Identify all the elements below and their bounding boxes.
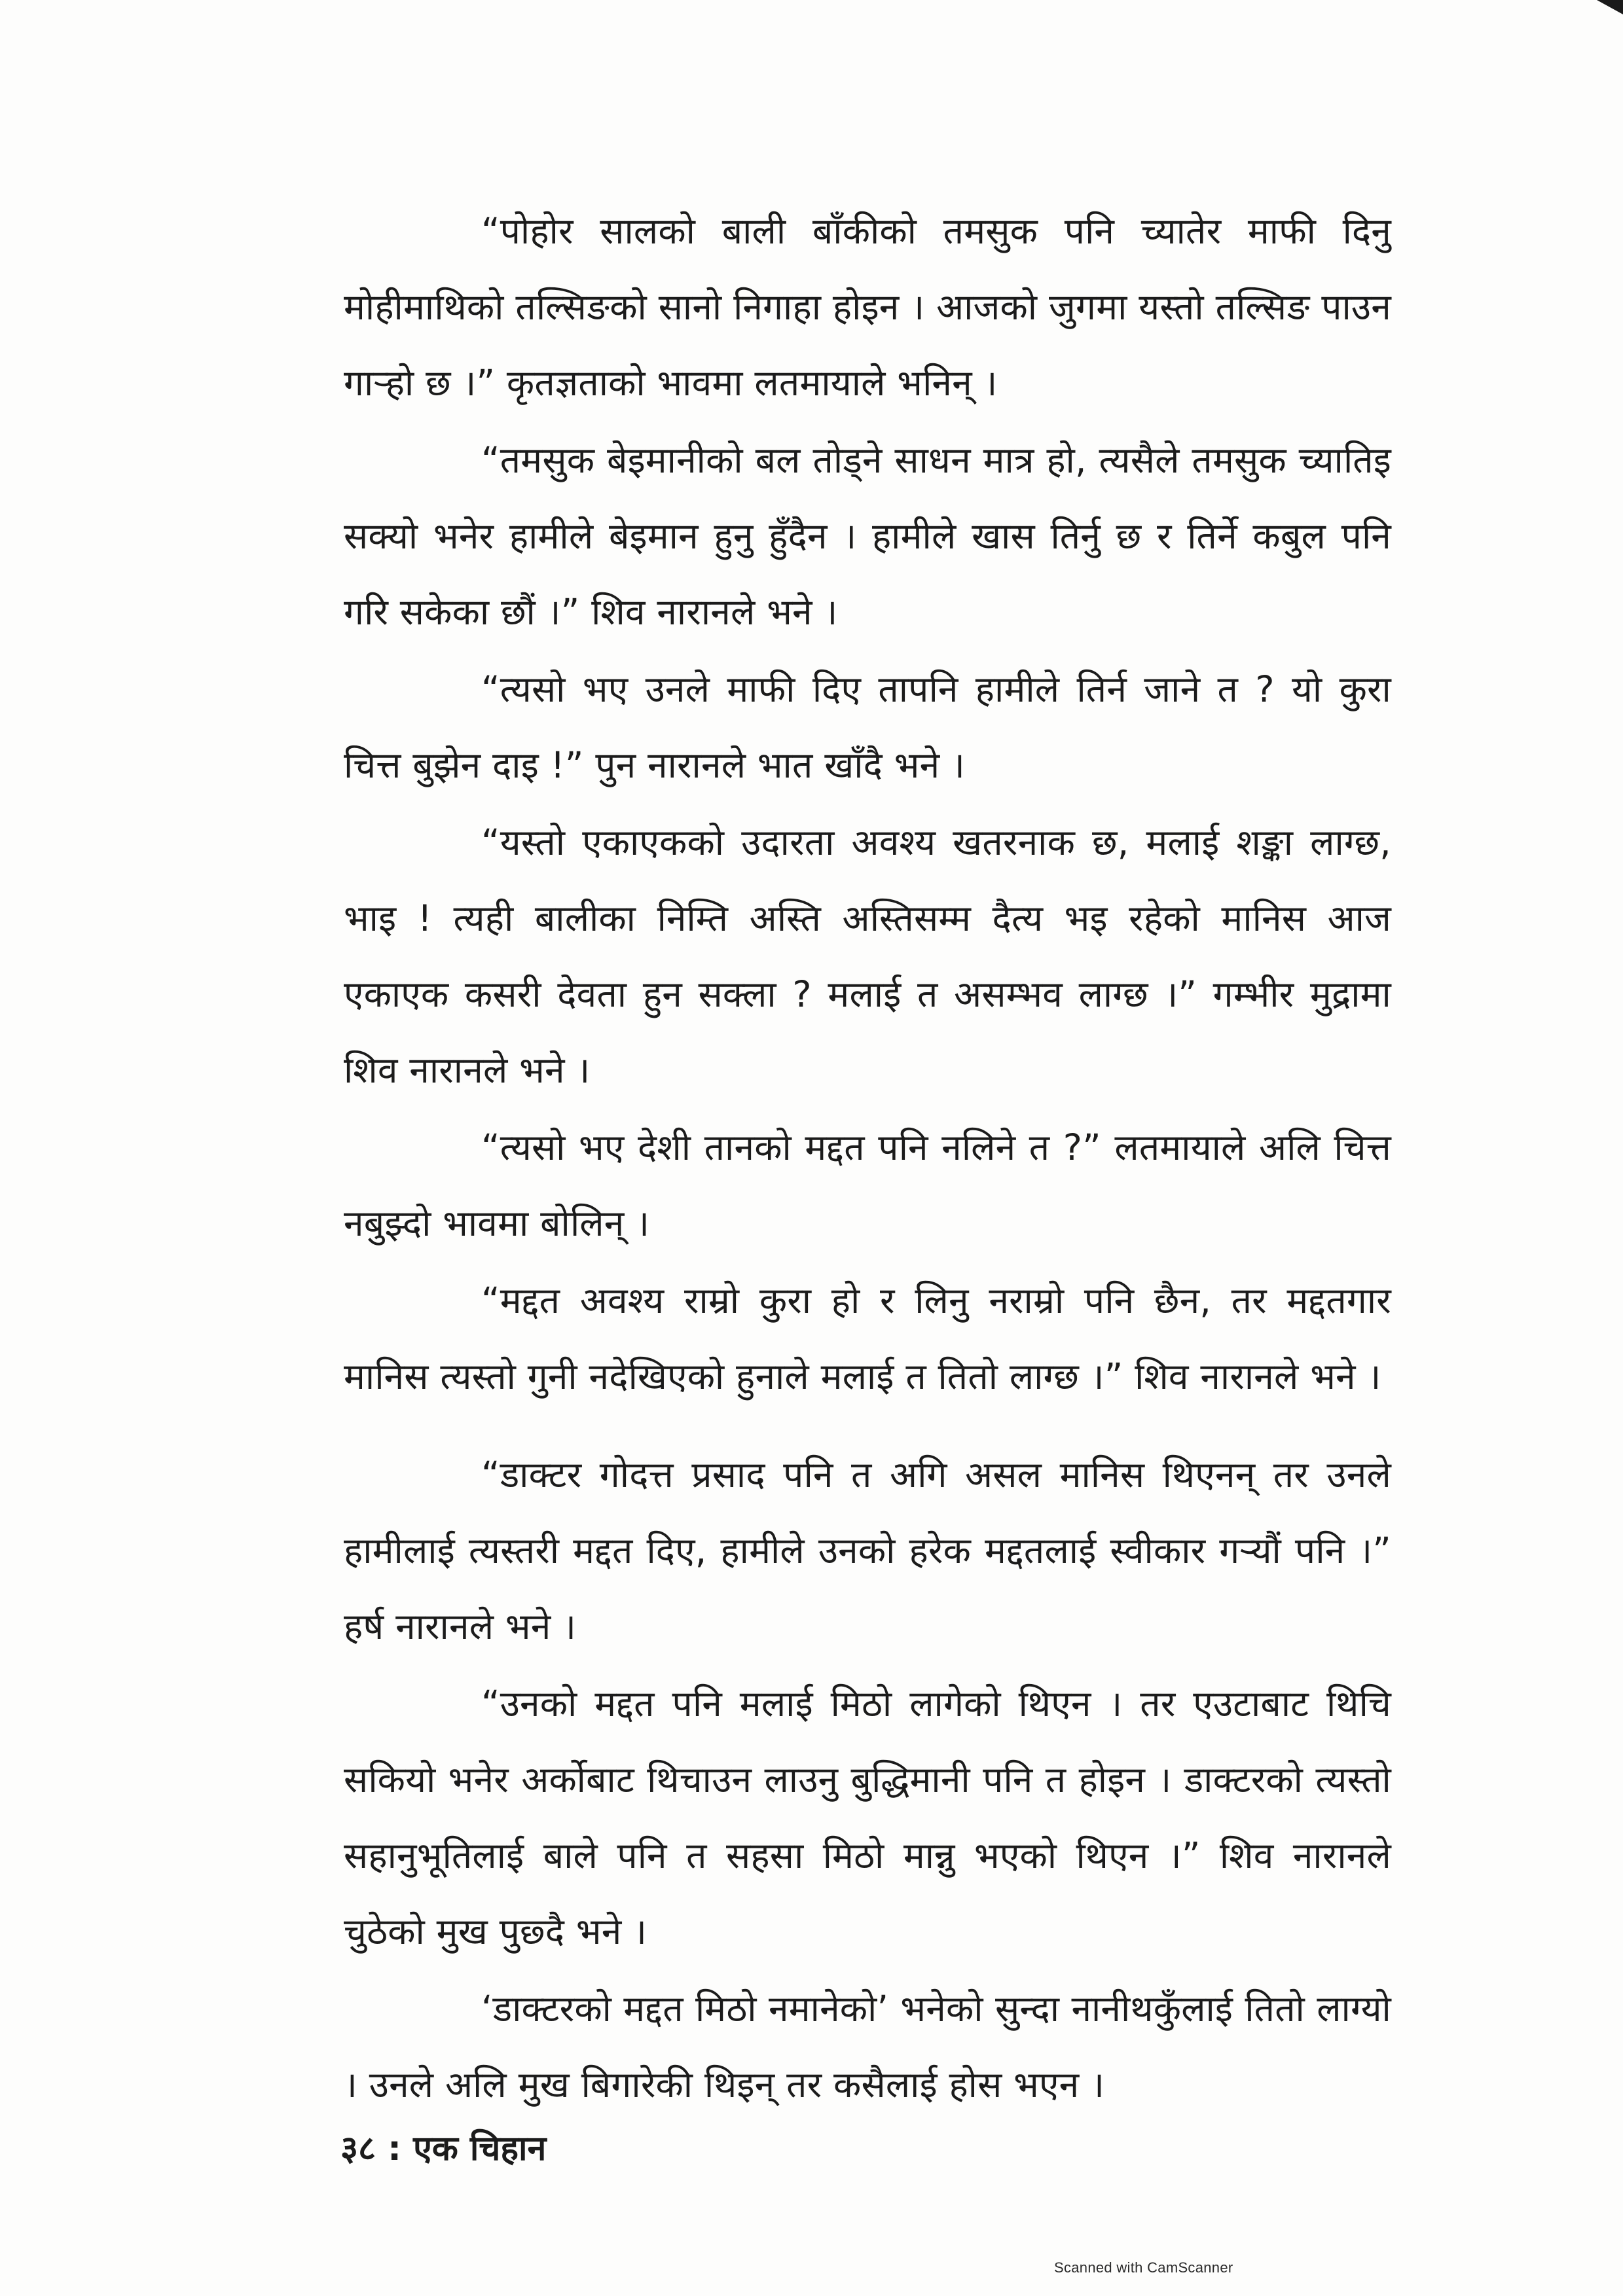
paragraph-9: ‘डाक्टरको मद्दत मिठो नमानेको’ भनेको सुन्दा नानीथकुँलाई तितो लाग्यो । उनले अलि मुख बिगारेकी थिइन् तर कसैलाई होस भएन । <box>344 1988 1391 2106</box>
paragraph-1: “पोहोर सालको बाली बाँकीको तमसुक पनि च्यातेर माफी दिनु मोहीमाथिको तल्सिङको सानो निगाहा होइन । आजको जुगमा यस्तो तल्सिङ पाउन गाऱ्हो छ ।” कृतज्ञताको भावमा लतमायाले भनिन् । <box>344 210 1391 404</box>
page-footer: ३८ : एक चिहान <box>340 2129 547 2168</box>
paragraph-6: “मद्दत अवश्य राम्रो कुरा हो र लिनु नराम्रो पनि छैन, तर मद्दतगार मानिस त्यस्तो गुनी नदेखिएको हुनाले मलाई त तितो लाग्छ ।” शिव नारानले भने । <box>344 1280 1391 1397</box>
paragraph-7: “डाक्टर गोदत्त प्रसाद पनि त अगि असल मानिस थिएनन् तर उनले हामीलाई त्यस्तरी मद्दत दिए, हामीले उनको हरेक मद्दतलाई स्वीकार गऱ्यौं पनि ।” हर्ष नारानले भने । <box>344 1454 1391 1647</box>
paragraph-3: “त्यसो भए उनले माफी दिए तापनि हामीले तिर्न जाने त ? यो कुरा चित्त बुझेन दाइ !” पुन नारानले भात खाँदै भने । <box>344 668 1391 786</box>
body-text <box>344 193 1391 2124</box>
corner-mark <box>1597 0 1623 14</box>
scanner-watermark: Scanned with CamScanner <box>1054 2259 1233 2276</box>
paragraph-8: “उनको मद्दत पनि मलाई मिठो लागेको थिएन । तर एउटाबाट थिचि सकियो भनेर अर्कोबाट थिचाउन लाउनु बुद्धिमानी पनि त होइन । डाक्टरको त्यस्तो सहानुभूतिलाई बाले पनि त सहसा मिठो मान्नु भएको थिएन ।” शिव नारानले चुठेको मुख पुछ्दै भने । <box>344 1683 1391 1952</box>
paragraph-5: “त्यसो भए देशी तानको मद्दत पनि नलिने त ?” लतमायाले अलि चित्त नबुझ्दो भावमा बोलिन् । <box>344 1126 1391 1244</box>
paragraph-2: “तमसुक बेइमानीको बल तोड्ने साधन मात्र हो, त्यसैले तमसुक च्यातिइ सक्यो भनेर हामीले बेइमान हुनु हुँदैन । हामीले खास तिर्नु छ र तिर्ने कबुल पनि गरि सकेका छौं ।” शिव नारानले भने । <box>344 439 1391 633</box>
paragraph-4: “यस्तो एकाएकको उदारता अवश्य खतरनाक छ, मलाई शङ्का लाग्छ, भाइ ! त्यही बालीका निम्ति अस्ति अस्तिसम्म दैत्य भइ रहेको मानिस आज एकाएक कसरी देवता हुन सक्ला ? मलाई त असम्भव लाग्छ ।” गम्भीर मुद्रामा शिव नारानले भने । <box>344 821 1391 1091</box>
